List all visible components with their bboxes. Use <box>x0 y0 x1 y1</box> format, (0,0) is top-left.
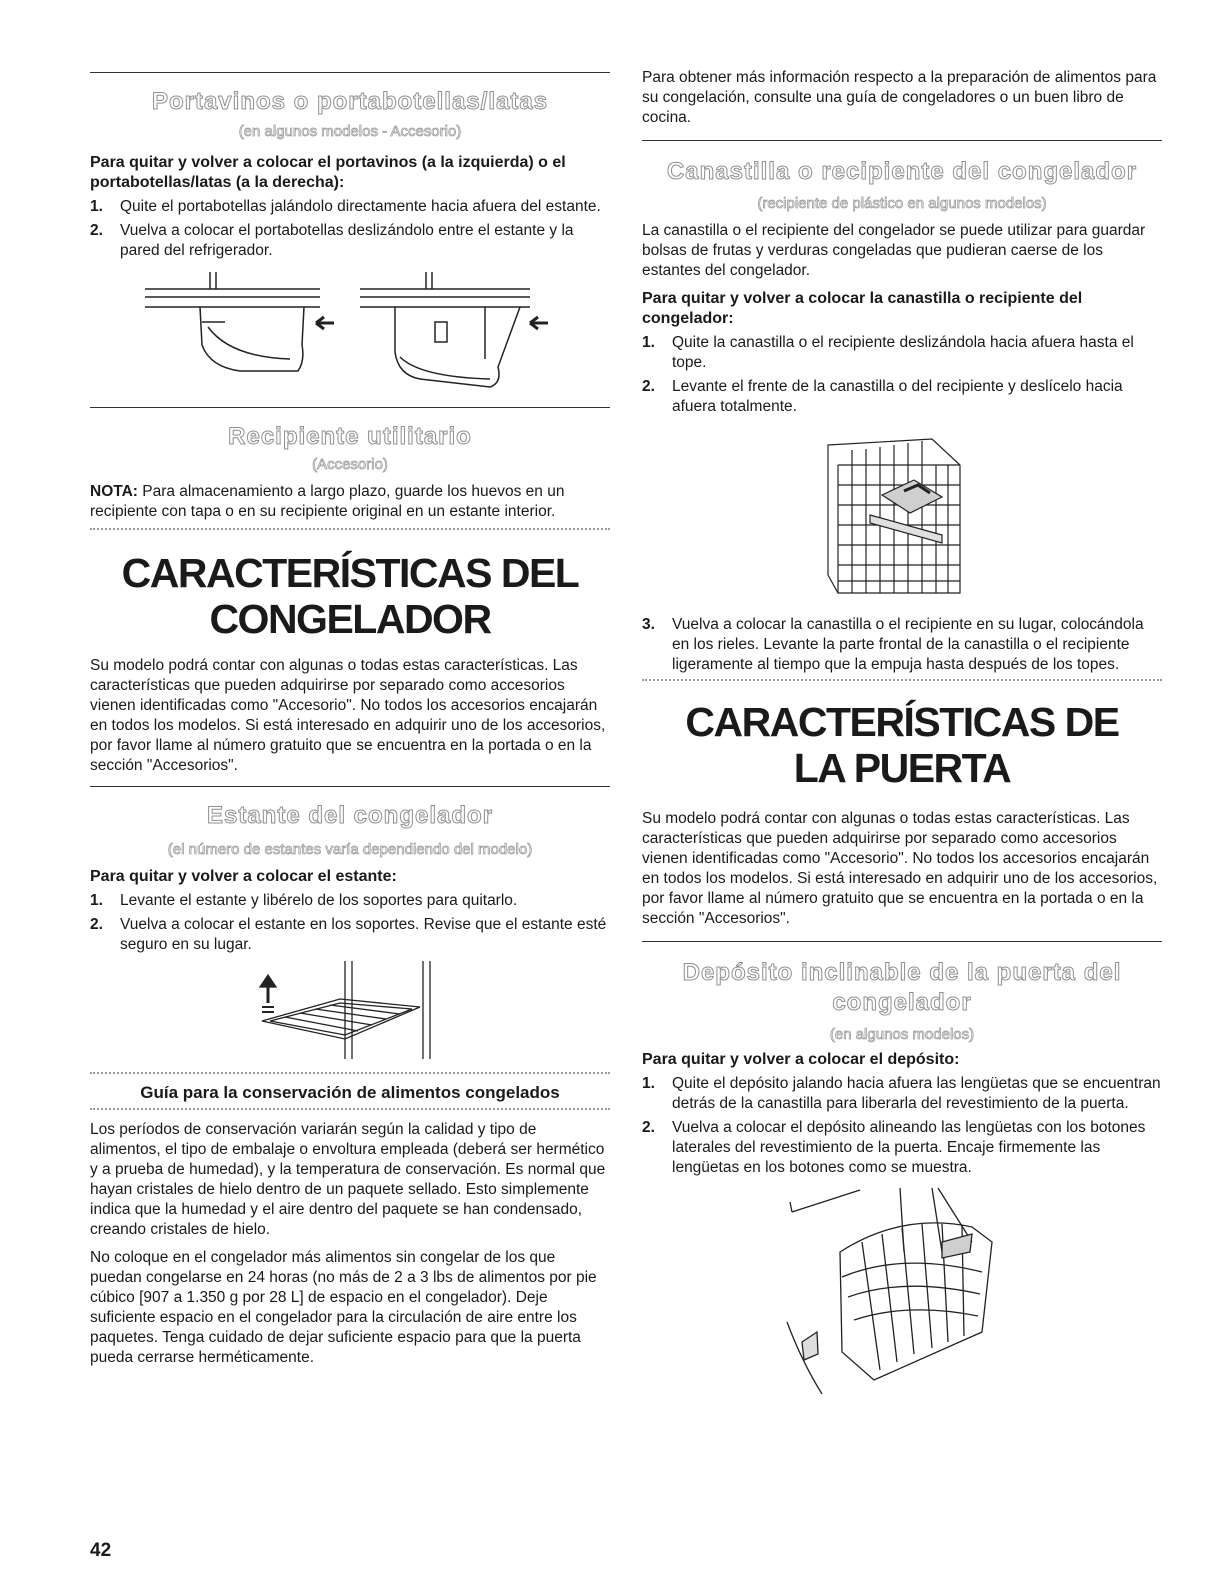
section-intro: Su modelo podrá contar con algunas o todas estas características. Las características que pueden adquirirse por separado como accesorios vienen identificadas como "Accesorio". No todos los accesorios encajarán en todos los modelos. Si está interesado en adquirir uno de los accesorios, por favor llame al número gratuito que se encuentra en la portada o en la sección "Accesorios". <box>642 810 1158 927</box>
list-item: 2. Vuelva a colocar el portabotellas deslizándolo entre el estante y la pared del refrigerador. <box>90 222 574 259</box>
section-description: La canastilla o el recipiente del congelador se puede utilizar para guardar bolsas de frutas y verduras congeladas que pudieran caerse de los estantes del congelador. <box>642 222 1146 279</box>
guide-paragraph: Los períodos de conservación variarán según la calidad y tipo de alimentos, el tipo de embalaje o envoltura empleada (deberá ser hermético y a prueba de humedad), y la temperatura de conservación. Es normal que hayan cristales de hielo dentro de un paquete sellado. Esto simplemente indica que la humedad y el aire dentro del paquete se han condensado, creando cristales de hielo. <box>90 1121 606 1238</box>
list-item: 1. Quite el depósito jalando hacia afuera las lengüetas que se encuentran detrás de la canastilla para liberarla del revestimiento de la puerta. <box>642 1075 1161 1112</box>
instruction-heading: Para quitar y volver a colocar el estante: <box>90 868 397 885</box>
section-intro: Su modelo podrá contar con algunas o todas estas características. Las características que pueden adquirirse por separado como accesorios vienen identificadas como "Accesorio". No todos los accesorios encajarán en todos los modelos. Si está interesado en adquirir uno de los accesorios, por favor llame al número gratuito que se encuentra en la portada o en la sección "Accesorios". <box>90 657 606 774</box>
divider <box>90 1108 610 1110</box>
section-subtitle: (en algunos modelos - Accesorio) <box>238 123 462 140</box>
section-subtitle: (Accesorio) <box>312 456 388 473</box>
section-title: Recipiente utilitario <box>228 423 472 450</box>
freezer-shelf-section <box>90 801 610 1064</box>
section-subtitle: (en algunos modelos) <box>829 1026 975 1043</box>
guide-title: Guía para la conservación de alimentos congelados <box>140 1083 560 1102</box>
step-list <box>642 1074 1162 1178</box>
note-text: NOTA: Para almacenamiento a largo plazo, guarde los huevos en un recipiente con tapa o en su recipiente original en un estante interior. <box>90 483 565 520</box>
divider <box>642 679 1162 681</box>
divider <box>90 528 610 530</box>
intro-paragraph: Para obtener más información respecto a la preparación de alimentos para su congelación, consulte una guía de congeladores o un buen libro de cocina. <box>642 69 1157 126</box>
left-column <box>90 0 610 1368</box>
utility-bin-section <box>90 422 610 522</box>
divider <box>642 140 1162 141</box>
section-title: Canastilla o recipiente del congelador <box>666 158 1138 185</box>
divider <box>90 407 610 408</box>
instruction-heading: Para quitar y volver a colocar el portavinos (a la izquierda) o el portabotellas/latas (a la derecha): <box>90 154 566 191</box>
freezer-basket-illustration <box>642 425 1162 605</box>
divider <box>642 941 1162 942</box>
page-title: CARACTERÍSTICAS DEL CONGELADOR <box>121 550 579 642</box>
basket-section <box>642 157 1162 675</box>
freezer-shelf-illustration <box>90 959 610 1064</box>
instruction-heading: Para quitar y volver a colocar el depósito: <box>642 1051 960 1068</box>
list-item: 2. Vuelva a colocar el depósito alineando las lengüetas con los botones laterales del revestimiento de la puerta. Encaje firmemente las lengüetas en los botones como se muestra. <box>642 1119 1146 1176</box>
step-list <box>642 615 1162 675</box>
tilt-bin-section <box>642 958 1162 1397</box>
page-number: 42 <box>90 1540 112 1561</box>
list-item: 1. Levante el estante y libérelo de los soportes para quitarlo. <box>90 892 518 909</box>
section-title: Estante del congelador <box>206 802 494 829</box>
list-item: 2. Vuelva a colocar el estante en los soportes. Revise que el estante esté seguro en su lugar. <box>90 916 607 953</box>
section-subtitle: (el número de estantes varía dependiendo del modelo) <box>167 841 533 858</box>
step-list <box>90 891 610 955</box>
instruction-heading: Para quitar y volver a colocar la canastilla o recipiente del congelador: <box>642 290 1083 327</box>
freezer-features-section <box>90 550 610 776</box>
tilt-bin-illustration <box>642 1182 1162 1397</box>
wine-rack-illustration <box>90 267 610 397</box>
list-item: 1. Quite la canastilla o el recipiente deslizándola hacia afuera hasta el tope. <box>642 334 1134 371</box>
section-subtitle: (recipiente de plástico en algunos modelos) <box>757 195 1047 212</box>
divider <box>90 786 610 787</box>
divider <box>90 1072 610 1074</box>
list-item: 2. Levante el frente de la canastilla o del recipiente y deslícelo hacia afuera totalmente. <box>642 378 1123 415</box>
page-title: CARACTERÍSTICAS DE LA PUERTA <box>685 699 1119 791</box>
step-list <box>642 333 1162 417</box>
door-features-section <box>642 699 1162 929</box>
section-title: Portavinos o portabotellas/latas <box>151 88 549 115</box>
list-item: 1. Quite el portabotellas jalándolo directamente hacia afuera del estante. <box>90 198 601 215</box>
guide-paragraph: No coloque en el congelador más alimentos sin congelar de los que puedan congelarse en 24 horas (no más de 2 a 3 lbs de alimentos por pie cúbico [907 a 1.350 g por 28 L] de espacio en el congelador). Deje suficiente espacio en el congelador para la circulación de aire entre los paquetes. Tenga cuidado de dejar suficiente espacio para que la puerta pueda cerrarse herméticamente. <box>90 1249 597 1366</box>
divider <box>90 72 610 73</box>
step-list <box>90 197 610 261</box>
list-item: 3. Vuelva a colocar la canastilla o el recipiente en su lugar, colocándola en los rieles. Levante la parte frontal de la canastilla o el recipiente ligeramente al tiempo que la empuja hasta después de los topes. <box>642 616 1144 673</box>
right-column <box>642 0 1162 1397</box>
wine-rack-section <box>90 87 610 397</box>
section-title: Depósito inclinable de la puerta del congelador <box>682 959 1122 1016</box>
